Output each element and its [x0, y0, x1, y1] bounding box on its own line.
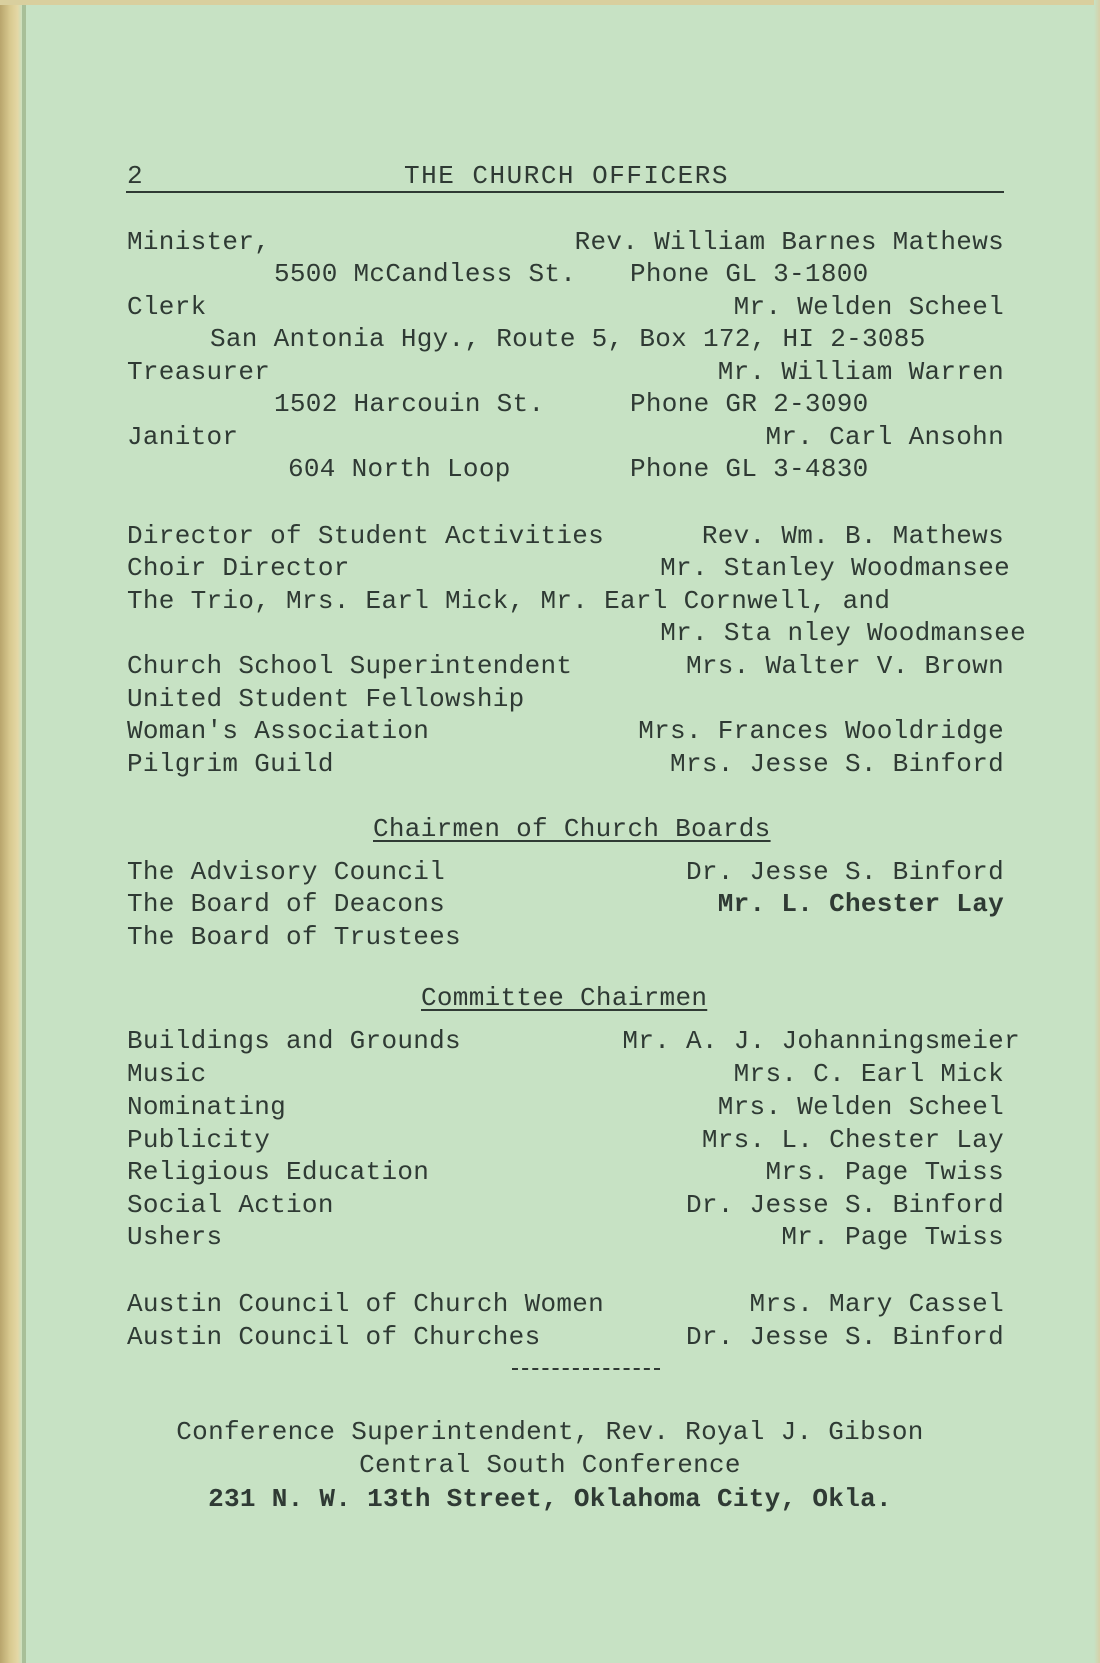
choir-director-name: Mr. Stanley Woodmansee [660, 553, 1010, 583]
student-activities-label: Director of Student Activities [127, 521, 605, 551]
music-name: Mrs. C. Earl Mick [733, 1059, 1004, 1089]
page-right-edge [1094, 0, 1100, 1663]
boards-heading: Chairmen of Church Boards [373, 814, 771, 844]
minister-address: 5500 McCandless St. [274, 259, 577, 289]
deacons-label: The Board of Deacons [127, 889, 446, 919]
clerk-name: Mr. Welden Scheel [733, 292, 1004, 322]
social-action-name: Dr. Jesse S. Binford [685, 1190, 1004, 1220]
janitor-label: Janitor [127, 422, 239, 452]
churches-council-name: Dr. Jesse S. Binford [685, 1322, 1004, 1352]
page-number: 2 [127, 161, 143, 191]
treasurer-name: Mr. William Warren [717, 357, 1004, 387]
binding-edge [22, 0, 26, 1663]
conference-address: 231 N. W. 13th Street, Oklahoma City, Okla. [208, 1484, 892, 1514]
janitor-name: Mr. Carl Ansohn [765, 422, 1004, 452]
choir-director-label: Choir Director [127, 553, 350, 583]
social-action-label: Social Action [127, 1190, 334, 1220]
publicity-label: Publicity [127, 1125, 271, 1155]
womans-association-name: Mrs. Frances Wooldridge [638, 716, 1004, 746]
buildings-label: Buildings and Grounds [127, 1026, 461, 1056]
student-activities-name: Rev. Wm. B. Mathews [701, 521, 1004, 551]
clerk-address: San Antonia Hgy., Route 5, Box 172, HI 2-3085 [210, 324, 926, 354]
church-women-council-label: Austin Council of Church Women [127, 1289, 605, 1319]
heading-rule [126, 191, 1004, 193]
minister-name: Rev. William Barnes Mathews [574, 227, 1004, 257]
clerk-label: Clerk [127, 292, 207, 322]
buildings-name: Mr. A. J. Johanningsmeier [622, 1026, 1020, 1056]
trio-line-2: Mr. Sta nley Woodmansee [660, 618, 1026, 648]
publicity-name: Mrs. L. Chester Lay [701, 1125, 1004, 1155]
nominating-name: Mrs. Welden Scheel [717, 1092, 1004, 1122]
womans-association-label: Woman's Association [127, 716, 430, 746]
minister-phone: Phone GL 3-1800 [630, 259, 869, 289]
trustees-label: The Board of Trustees [127, 922, 461, 952]
conference-superintendent: Conference Superintendent, Rev. Royal J. Gibson [176, 1417, 924, 1447]
churches-council-label: Austin Council of Churches [127, 1322, 541, 1352]
page-title: THE CHURCH OFFICERS [404, 161, 729, 191]
church-women-council-name: Mrs. Mary Cassel [749, 1289, 1004, 1319]
pilgrim-guild-label: Pilgrim Guild [127, 749, 334, 779]
ushers-label: Ushers [127, 1222, 223, 1252]
student-fellowship-label: United Student Fellowship [127, 684, 525, 714]
janitor-phone: Phone GL 3-4830 [630, 454, 869, 484]
music-label: Music [127, 1059, 207, 1089]
trio-line-1: The Trio, Mrs. Earl Mick, Mr. Earl Cornwell, and [127, 586, 891, 616]
church-school-label: Church School Superintendent [127, 651, 573, 681]
advisory-council-label: The Advisory Council [127, 857, 446, 887]
page-top-edge [0, 0, 1100, 5]
janitor-address: 604 North Loop [288, 454, 511, 484]
advisory-council-name: Dr. Jesse S. Binford [685, 857, 1004, 887]
committees-heading: Committee Chairmen [421, 983, 708, 1013]
religious-education-name: Mrs. Page Twiss [765, 1157, 1004, 1187]
treasurer-phone: Phone GR 2-3090 [630, 389, 869, 419]
conference-name: Central South Conference [359, 1450, 741, 1480]
nominating-label: Nominating [127, 1092, 287, 1122]
deacons-name: Mr. L. Chester Lay [717, 889, 1004, 919]
minister-label: Minister, [127, 227, 271, 257]
religious-education-label: Religious Education [127, 1157, 430, 1187]
page-binding [0, 0, 22, 1663]
pilgrim-guild-name: Mrs. Jesse S. Binford [670, 749, 1004, 779]
treasurer-address: 1502 Harcouin St. [274, 389, 545, 419]
church-school-name: Mrs. Walter V. Brown [685, 651, 1004, 681]
treasurer-label: Treasurer [127, 357, 271, 387]
ushers-name: Mr. Page Twiss [781, 1222, 1004, 1252]
section-divider [512, 1368, 660, 1370]
